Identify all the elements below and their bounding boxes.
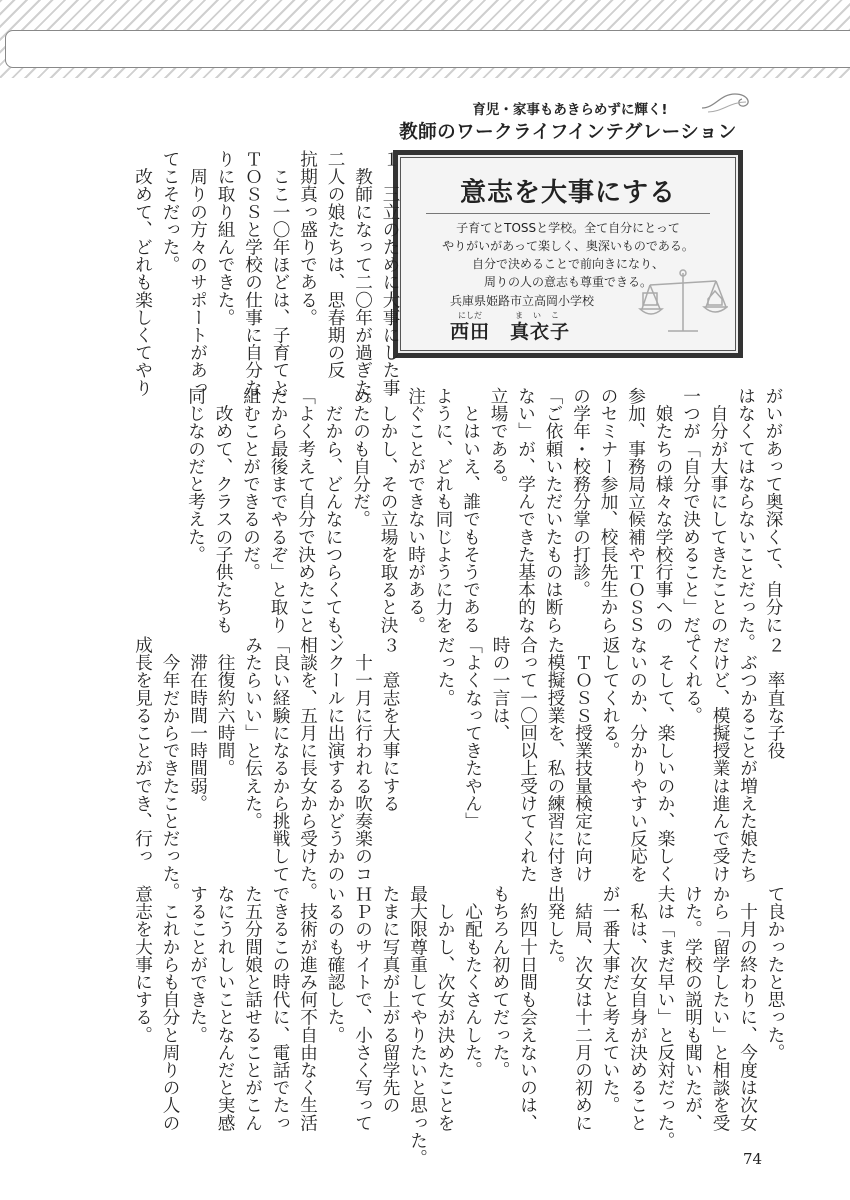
- author-name: 西田 真衣子: [450, 321, 571, 343]
- header-frame: [5, 30, 850, 68]
- body-text-section-1: がいがあって奥深くて、自分に はなくてはならないことだった。 自分が大事にしてきたことの 一つが「自分で決めること」だ。 娘たちの様々な学校行事への 参加、事務局立候補やＴＯＳＳ のセミナー参加、校長先生から の学年・校務分掌の打診。 「ご依頼いただいたものは断ら ない」が、学んできた基本的な 立場である。 とはいえ、誰でもそうである ように、どれも同じように力を 注ぐことができない時がある。 しかし、その立場を取ると決 めたのも自分だ。 だから、どんなにつらくても、 「よく考えて自分で決めたこと だから最後までやるぞ」と取り 組むことができるのだ。 改めて、クラスの子供たちも 同じなのだと考えた。: [184, 387, 782, 651]
- body-text-intro: １ 三立のために大事にした事 教師になって二〇年が過ぎた。 二人の娘たちは、思春期の反 抗期真っ盛りである。 ここ一〇年ほどは、子育てと ＴＯＳＳと学校の仕事に自分な りに取り組んできた。 周りの方々のサポートがあっ てこそだった。 改めて、どれも楽しくてやり: [131, 150, 399, 414]
- ruby-given-3: こ: [551, 311, 559, 320]
- summary-line: 子育てとTOSSと学校。全て自分にとって: [456, 221, 680, 235]
- author-school: 兵庫県姫路市立高岡小学校: [450, 294, 595, 308]
- ruby-given-2: い: [533, 311, 541, 320]
- flourish-ornament-icon: [700, 86, 760, 116]
- article-title: 意志を大事にする: [459, 178, 676, 208]
- ruby-given-1: ま: [515, 311, 523, 320]
- body-text-section-2-3: ２ 率直な子役 ぶつかることが増えた娘たち だけど、模擬授業は進んで受け てくれる。 そして、楽しいのか、楽しく ないのか、分かりやすい反応を 返してくれる。 ＴＯＳＳ授業技量検定に向け た模擬授業を、私の練習に付き 合って一〇回以上受けてくれた 時の一言は、 「よくなってきたやん」 だった。 ３ 意志を大事にする 十一月に行われる吹奏楽のコ ンクールに出演するかどうかの 相談を、五月に長女から受けた。 「良い経験になるから挑戦して みたらいい」と伝えた。 往復約六時間。 滞在時間一時間弱。 今年だからできたことだった。 成長を見ることができ、行っ: [131, 636, 784, 900]
- title-box: [393, 150, 743, 358]
- title-divider: [426, 213, 710, 214]
- body-text-section-3-cont: て良かったと思った。 十月の終わりに、今度は次女 から「留学したい」と相談を受 けた。学校の説明も聞いたが、 夫は「まだ早い」と反対だった。 私は、次女自身が決めること が一番大事だと考えていた。 結局、次女は十二月の初めに 出発した。 約四十日間も会えないのは、 もちろん初めてだった。 心配もたくさんした。 しかし、次女が決めたことを 最大限尊重してやりたいと思った。 たまに写真が上がる留学先の ＨＰのサイトで、小さく写って いるのも確認した。 技術が進み何不自由なく生活 できるこの時代に、電話でたっ た五分間娘と話せることがこん なにうれしいことなんだと実感 することができた。 これからも自分と周りの人の 意志を大事にする。: [131, 885, 784, 1167]
- page-number: 74: [743, 1150, 763, 1168]
- series-title: 教師のワークライフインテグレーション: [399, 122, 737, 143]
- ruby-family: にしだ: [458, 311, 482, 320]
- summary-line: やりがいがあって楽しく、奥深いものである。: [442, 239, 694, 253]
- balance-scale-icon: [638, 263, 728, 338]
- summary-line: 周りの人の意志も尊重できる。: [483, 275, 652, 289]
- summary-line: 自分で決めることで前向きになり、: [471, 257, 664, 271]
- series-label: 育児・家事もあきらめずに輝く!: [472, 102, 668, 118]
